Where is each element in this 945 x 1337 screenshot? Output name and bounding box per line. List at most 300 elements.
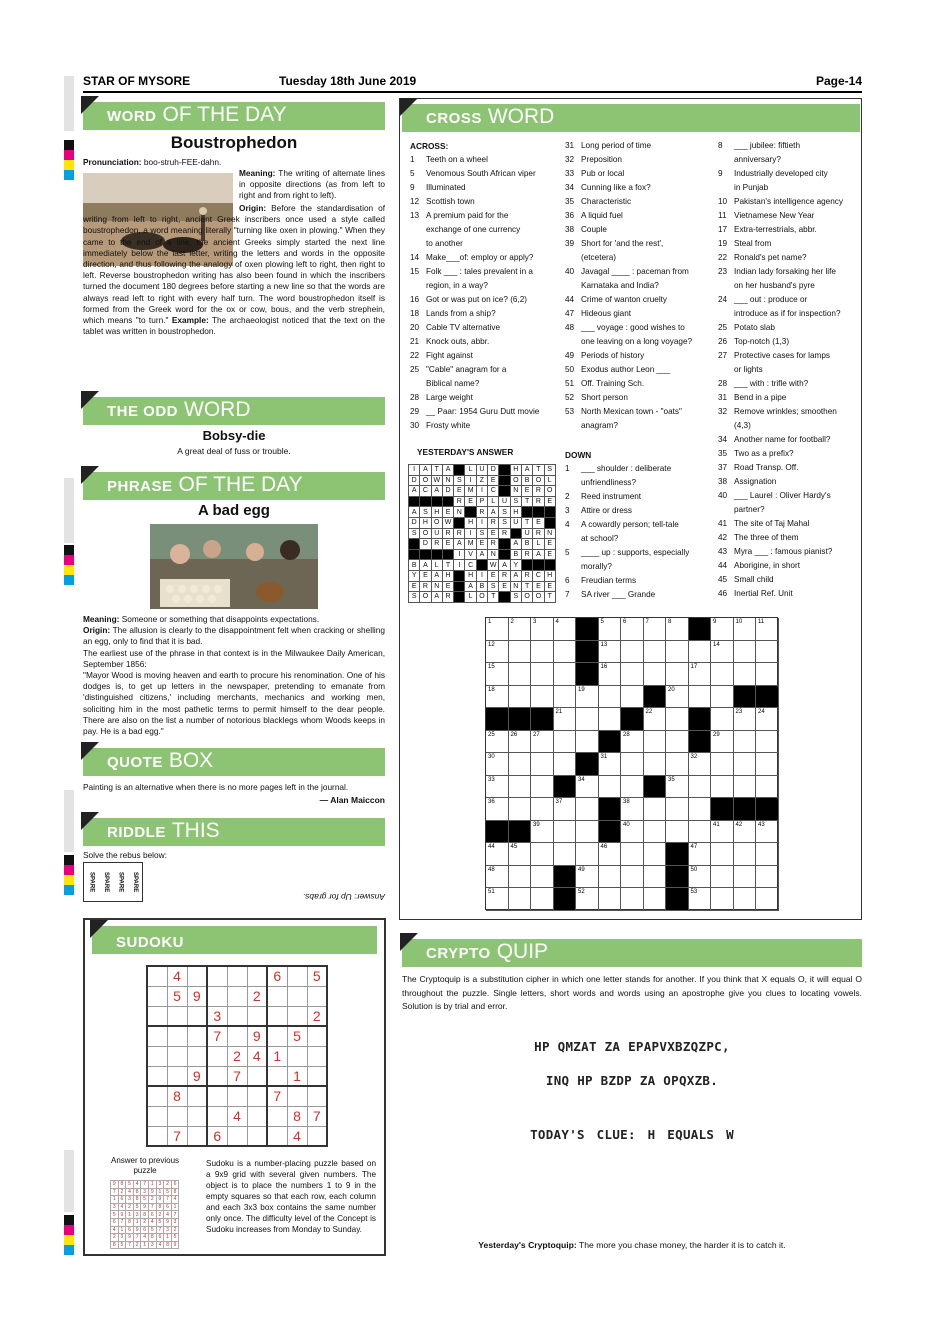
answer-digit: 7 [111, 1188, 119, 1196]
answer-cell: L [465, 592, 476, 603]
clue [565, 574, 689, 588]
crossword-cell[interactable]: 17 [689, 663, 712, 686]
crossword-cell[interactable] [599, 776, 622, 799]
sudoku-cell[interactable] [227, 1026, 247, 1046]
sudoku-cell[interactable] [287, 1086, 307, 1106]
crossword-cell[interactable] [599, 686, 622, 709]
crossword-cell[interactable] [621, 843, 644, 866]
clue [565, 377, 692, 391]
clue [565, 462, 689, 476]
sudoku-cell[interactable] [167, 1066, 187, 1086]
crossword-cell[interactable]: 13 [599, 641, 622, 664]
sudoku-cell[interactable] [307, 986, 327, 1006]
cryptoquip-line2: INQ HP BZDP ZA OPQXZB. [545, 1073, 719, 1088]
crossword-cell[interactable]: 51 [486, 888, 509, 911]
crossword-cell[interactable] [689, 776, 712, 799]
answer-cell [521, 560, 532, 571]
crossword-cell[interactable]: 33 [486, 776, 509, 799]
crossword-cell[interactable]: 35 [666, 776, 689, 799]
crossword-cell[interactable]: 15 [486, 663, 509, 686]
crossword-cell[interactable]: 31 [599, 753, 622, 776]
answer-digit: 4 [171, 1196, 179, 1204]
clue [410, 419, 539, 433]
crossword-cell[interactable] [509, 686, 532, 709]
crossword-cell[interactable] [621, 753, 644, 776]
crossword-cell[interactable]: 29 [711, 731, 734, 754]
crossword-cell[interactable] [644, 731, 667, 754]
crossword-cell[interactable] [666, 663, 689, 686]
crossword-cell[interactable]: 40 [621, 821, 644, 844]
sudoku-cell[interactable] [247, 966, 267, 986]
clue-text: Cunning like a fox? [581, 183, 651, 192]
clue [410, 181, 539, 195]
clue [410, 335, 539, 349]
clue-number: 26 [718, 337, 728, 346]
crossword-cell[interactable] [531, 843, 554, 866]
crossword-cell[interactable] [756, 866, 779, 889]
crossword-cell[interactable] [756, 888, 779, 911]
crossword-cell[interactable] [644, 821, 667, 844]
sudoku-cell[interactable] [307, 1126, 327, 1146]
sudoku-cell[interactable] [187, 1026, 207, 1046]
crossword-cell[interactable]: 21 [554, 708, 577, 731]
crossword-cell[interactable] [711, 708, 734, 731]
sudoku-cell[interactable] [267, 1006, 287, 1026]
crossword-cell[interactable] [621, 888, 644, 911]
crossword-cell[interactable]: 18 [486, 686, 509, 709]
sudoku-cell[interactable] [167, 1046, 187, 1066]
sudoku-cell[interactable] [167, 1006, 187, 1026]
crossword-cell[interactable] [531, 776, 554, 799]
crossword-cell[interactable] [756, 731, 779, 754]
crossword-cell[interactable] [644, 753, 667, 776]
rebus-word: SPARE [88, 871, 95, 893]
crossword-cell[interactable]: 22 [644, 708, 667, 731]
crossword-cell[interactable]: 16 [599, 663, 622, 686]
sudoku-cell[interactable] [207, 1106, 227, 1126]
answer-cell: H [510, 507, 521, 518]
clue-text: Myra ___ : famous pianist? [734, 547, 833, 556]
crossword-cell[interactable] [599, 866, 622, 889]
crossword-cell [599, 731, 622, 754]
crossword-cell[interactable]: 4 [554, 618, 577, 641]
sudoku-cell[interactable] [207, 1046, 227, 1066]
crossword-cell[interactable] [734, 753, 757, 776]
sudoku-cell[interactable] [147, 1026, 167, 1046]
crossword-cell[interactable] [576, 821, 599, 844]
crossword-cell[interactable]: 42 [734, 821, 757, 844]
crossword-cell[interactable] [509, 663, 532, 686]
crossword-cell [509, 708, 532, 731]
crossword-cell[interactable] [554, 663, 577, 686]
clue-number: 17 [718, 225, 728, 234]
sudoku-cell: 7 [167, 1126, 187, 1146]
crossword-cell[interactable]: 10 [734, 618, 757, 641]
clue-text: Couple [581, 225, 607, 234]
crossword-cell[interactable]: 12 [486, 641, 509, 664]
crossword-cell[interactable]: 47 [689, 843, 712, 866]
answer-digit: 6 [148, 1211, 156, 1219]
margin-bar-top [64, 76, 74, 131]
clue [718, 153, 843, 167]
crossword-cell[interactable] [666, 641, 689, 664]
crossword-cell[interactable] [711, 866, 734, 889]
crossword-cell[interactable] [509, 888, 532, 911]
crossword-cell[interactable] [711, 843, 734, 866]
answer-cell: Y [409, 570, 420, 581]
clue [410, 153, 539, 167]
sudoku-cell[interactable] [147, 1066, 167, 1086]
answer-digit: 9 [111, 1181, 119, 1189]
sudoku-cell[interactable] [307, 1066, 327, 1086]
sudoku-cell[interactable] [147, 1006, 167, 1026]
sudoku-cell[interactable] [187, 1006, 207, 1026]
crossword-cell[interactable]: 50 [689, 866, 712, 889]
sudoku-cell[interactable] [187, 1086, 207, 1106]
crossword-cell[interactable] [734, 888, 757, 911]
sudoku-cell[interactable] [247, 1106, 267, 1126]
answer-digit: 1 [133, 1218, 141, 1226]
sudoku-cell[interactable] [147, 1086, 167, 1106]
answer-digit: 2 [171, 1226, 179, 1234]
answer-cell: U [521, 528, 532, 539]
sudoku-cell[interactable] [187, 1046, 207, 1066]
answer-cell [409, 539, 420, 550]
sudoku-cell[interactable] [147, 1126, 167, 1146]
crossword-cell[interactable]: 28 [621, 731, 644, 754]
crossword-cell[interactable] [734, 866, 757, 889]
crossword-cell[interactable] [711, 753, 734, 776]
answer-cell [499, 465, 510, 476]
sudoku-cell[interactable] [227, 1086, 247, 1106]
cryptoquip-line1: HP QMZAT ZA EPAPVXBZQZPC, [534, 1039, 730, 1054]
clue-text: Hideous giant [581, 309, 632, 318]
crossword-cell[interactable] [666, 821, 689, 844]
answer-cell: T [431, 465, 442, 476]
answer-cell [454, 570, 465, 581]
sudoku-cell[interactable] [187, 1106, 207, 1126]
crossword-cell[interactable]: 2 [509, 618, 532, 641]
crossword-cell[interactable] [599, 888, 622, 911]
clue-text: morally? [581, 562, 612, 571]
crossword-cell[interactable] [734, 776, 757, 799]
answer-digit: 7 [156, 1226, 164, 1234]
crossword-cell[interactable] [599, 708, 622, 731]
answer-cell: A [521, 465, 532, 476]
answer-cell: B [476, 581, 487, 592]
crossword-cell[interactable]: 23 [734, 708, 757, 731]
crossword-cell[interactable]: 3 [531, 618, 554, 641]
answer-digit: 8 [133, 1188, 141, 1196]
crossword-cell[interactable]: 26 [509, 731, 532, 754]
sudoku-cell[interactable] [287, 986, 307, 1006]
answer-digit: 3 [156, 1181, 164, 1189]
clue-text: Small child [734, 575, 774, 584]
clue-number: 44 [718, 561, 728, 570]
crossword-cell[interactable]: 37 [554, 798, 577, 821]
clue-text: Short for 'and the rest', [581, 239, 664, 248]
crossword-cell[interactable] [644, 641, 667, 664]
answer-cell: A [465, 581, 476, 592]
crossword-cell[interactable] [644, 798, 667, 821]
crossword-cell[interactable]: 8 [666, 618, 689, 641]
crossword-cell[interactable]: 25 [486, 731, 509, 754]
sudoku-cell[interactable] [167, 1026, 187, 1046]
crossword-cell[interactable]: 11 [756, 618, 779, 641]
crossword-cell[interactable]: 41 [711, 821, 734, 844]
crossword-cell[interactable]: 49 [576, 866, 599, 889]
crossword-cell[interactable] [576, 843, 599, 866]
clue [565, 321, 692, 335]
clue-text: Long period of time [581, 141, 652, 150]
crossword-cell[interactable] [554, 821, 577, 844]
crossword-cell[interactable]: 24 [756, 708, 779, 731]
sudoku-cell[interactable] [247, 1006, 267, 1026]
crossword-cell [576, 618, 599, 641]
crossword-cell[interactable]: 53 [689, 888, 712, 911]
sudoku-cell[interactable] [227, 1126, 247, 1146]
sudoku-cell[interactable] [187, 1126, 207, 1146]
crossword-cell[interactable] [644, 866, 667, 889]
crossword-cell[interactable]: 6 [621, 618, 644, 641]
crossword-cell[interactable]: 45 [509, 843, 532, 866]
answer-cell: C [533, 570, 544, 581]
crossword-cell[interactable] [644, 888, 667, 911]
clue-text: __ Paar: 1954 Guru Dutt movie [426, 407, 540, 416]
crossword-cell[interactable] [666, 798, 689, 821]
crossword-cell[interactable]: 9 [711, 618, 734, 641]
crossword-cell[interactable] [509, 641, 532, 664]
clue [718, 335, 843, 349]
crossword-cell[interactable] [554, 641, 577, 664]
crossword-cell[interactable] [689, 686, 712, 709]
crossword-cell[interactable] [531, 888, 554, 911]
sudoku-cell[interactable] [147, 1046, 167, 1066]
crossword-cell[interactable]: 38 [621, 798, 644, 821]
crossword-cell[interactable] [531, 753, 554, 776]
clue-number: 28 [718, 379, 728, 388]
crossword-cell[interactable] [711, 686, 734, 709]
crossword-cell[interactable] [621, 663, 644, 686]
crossword-cell[interactable] [689, 821, 712, 844]
crossword-cell[interactable]: 32 [689, 753, 712, 776]
sudoku-cell[interactable] [267, 1106, 287, 1126]
clue [718, 363, 843, 377]
sudoku-cell[interactable] [227, 966, 247, 986]
clue-text: ___ shoulder : deliberate [581, 464, 672, 473]
sudoku-cell[interactable] [307, 1046, 327, 1066]
reg-cyan [64, 885, 74, 895]
sudoku-cell[interactable] [307, 1086, 327, 1106]
clue [718, 181, 843, 195]
crossword-cell[interactable] [756, 776, 779, 799]
crossword-cell[interactable] [554, 843, 577, 866]
answer-cell: R [442, 528, 453, 539]
crossword-cell[interactable] [509, 753, 532, 776]
clue-text: Bend in a pipe [734, 393, 787, 402]
crossword-cell[interactable] [689, 641, 712, 664]
crossword-cell[interactable] [531, 866, 554, 889]
crossword-cell[interactable] [711, 888, 734, 911]
clue-text: Scottish town [426, 197, 475, 206]
answer-cell [420, 549, 431, 560]
crossword-cell[interactable] [644, 663, 667, 686]
crossword-cell[interactable]: 48 [486, 866, 509, 889]
crossword-cell[interactable] [666, 753, 689, 776]
crossword-cell[interactable] [621, 641, 644, 664]
sudoku-cell[interactable] [147, 986, 167, 1006]
clue-text: Pub or local [581, 169, 625, 178]
answer-cell: E [488, 528, 499, 539]
crossword-cell[interactable]: 1 [486, 618, 509, 641]
crossword-cell[interactable]: 30 [486, 753, 509, 776]
sudoku-cell[interactable] [147, 1106, 167, 1126]
answer-cell: B [521, 475, 532, 486]
crossword-cell[interactable] [554, 731, 577, 754]
crossword-cell[interactable] [576, 798, 599, 821]
clue-number: 18 [410, 309, 420, 318]
clue [410, 167, 539, 181]
crossword-cell[interactable]: 52 [576, 888, 599, 911]
answer-cell: I [454, 549, 465, 560]
word-title: Boustrophedon [170, 133, 298, 152]
sudoku-cell[interactable] [287, 966, 307, 986]
crossword-cell[interactable]: 39 [531, 821, 554, 844]
crossword-cell[interactable] [621, 686, 644, 709]
crossword-cell [486, 708, 509, 731]
crossword-cell[interactable]: 27 [531, 731, 554, 754]
answer-cell: R [488, 517, 499, 528]
crossword-cell[interactable] [734, 731, 757, 754]
crossword-cell[interactable] [711, 663, 734, 686]
crossword-cell[interactable] [734, 843, 757, 866]
crossword-cell[interactable]: 46 [599, 843, 622, 866]
sudoku-cell[interactable] [207, 1066, 227, 1086]
crossword-cell[interactable]: 7 [644, 618, 667, 641]
clue [565, 181, 692, 195]
answer-cell: E [442, 539, 453, 550]
clue-text: Knock outs, abbr. [426, 337, 490, 346]
crossword-cell[interactable] [576, 708, 599, 731]
sudoku-cell: 4 [287, 1126, 307, 1146]
clue [565, 223, 692, 237]
crossword-cell[interactable]: 44 [486, 843, 509, 866]
clue-number: 7 [565, 590, 570, 599]
crossword-cell[interactable] [734, 663, 757, 686]
crossword-cell[interactable] [756, 663, 779, 686]
sudoku-cell[interactable] [207, 1086, 227, 1106]
crossword-cell[interactable]: 43 [756, 821, 779, 844]
answer-cell: E [488, 475, 499, 486]
sudoku-cell[interactable] [267, 1026, 287, 1046]
crossword-cell[interactable] [509, 776, 532, 799]
sudoku-cell[interactable] [227, 986, 247, 1006]
clue-text: Freudian terms [581, 576, 637, 585]
sudoku-cell[interactable] [267, 1126, 287, 1146]
sudoku-cell[interactable] [207, 986, 227, 1006]
crossword-cell[interactable] [576, 731, 599, 754]
clue [718, 419, 843, 433]
crossword-cell[interactable]: 19 [576, 686, 599, 709]
crossword-cell[interactable] [531, 663, 554, 686]
sudoku-cell[interactable] [167, 1106, 187, 1126]
crossword-cell[interactable] [531, 686, 554, 709]
clue-number: 45 [718, 575, 728, 584]
sudoku-cell[interactable] [227, 1006, 247, 1026]
crossword-cell[interactable]: 14 [711, 641, 734, 664]
crossword-cell[interactable] [666, 708, 689, 731]
crossword-cell[interactable] [621, 866, 644, 889]
answer-cell [533, 560, 544, 571]
crossword-cell[interactable]: 5 [599, 618, 622, 641]
crossword-cell[interactable] [509, 866, 532, 889]
sudoku-cell[interactable] [267, 986, 287, 1006]
crossword-cell[interactable] [554, 686, 577, 709]
crossword-cell[interactable] [756, 843, 779, 866]
answer-digit: 6 [171, 1181, 179, 1189]
crossword-cell[interactable] [644, 843, 667, 866]
answer-cell: N [510, 581, 521, 592]
clue [565, 279, 692, 293]
crossword-cell[interactable] [621, 776, 644, 799]
crossword-cell[interactable] [734, 641, 757, 664]
crossword-cell[interactable]: 34 [576, 776, 599, 799]
crossword-cell [554, 776, 577, 799]
sudoku-cell[interactable] [287, 1046, 307, 1066]
sudoku-cell[interactable] [207, 966, 227, 986]
clue-number: 25 [410, 365, 420, 374]
clue-number: 42 [718, 533, 728, 542]
answer-cell: A [409, 507, 420, 518]
crossword-cell[interactable] [531, 798, 554, 821]
sudoku-cell[interactable] [247, 1086, 267, 1106]
clue [565, 476, 689, 490]
crossword-cell[interactable] [711, 776, 734, 799]
crossword-cell[interactable] [666, 731, 689, 754]
sudoku-cell[interactable] [187, 966, 207, 986]
crossword-cell[interactable] [756, 753, 779, 776]
answer-cell: C [488, 486, 499, 497]
clue-text: (etcetera) [581, 253, 617, 262]
answer-cell: H [510, 465, 521, 476]
sudoku-cell[interactable] [247, 1066, 267, 1086]
answer-digit: 1 [171, 1203, 179, 1211]
crossword-cell [644, 776, 667, 799]
odd-word-banner: THE ODD WORD [83, 397, 385, 425]
answer-cell: I [476, 517, 487, 528]
clue-number: 40 [718, 491, 728, 500]
phrase-banner: PHRASE OF THE DAY [83, 472, 385, 500]
clue-number: 23 [718, 267, 728, 276]
crossword-cell[interactable]: 20 [666, 686, 689, 709]
sudoku-cell[interactable] [247, 1126, 267, 1146]
crossword-cell[interactable] [554, 753, 577, 776]
clue [565, 391, 692, 405]
crossword-cell[interactable]: 36 [486, 798, 509, 821]
sudoku-cell[interactable] [307, 1026, 327, 1046]
clue-text: at school? [581, 534, 619, 543]
crossword-cell[interactable] [756, 641, 779, 664]
sudoku-cell[interactable] [267, 1066, 287, 1086]
sudoku-cell[interactable] [147, 966, 167, 986]
answer-digit: 8 [141, 1211, 149, 1219]
crossword-cell[interactable] [689, 798, 712, 821]
clue [718, 573, 843, 587]
answer-cell: D [420, 539, 431, 550]
crossword-cell[interactable] [531, 641, 554, 664]
crossword-cell[interactable] [509, 798, 532, 821]
sudoku-cell[interactable] [287, 1006, 307, 1026]
